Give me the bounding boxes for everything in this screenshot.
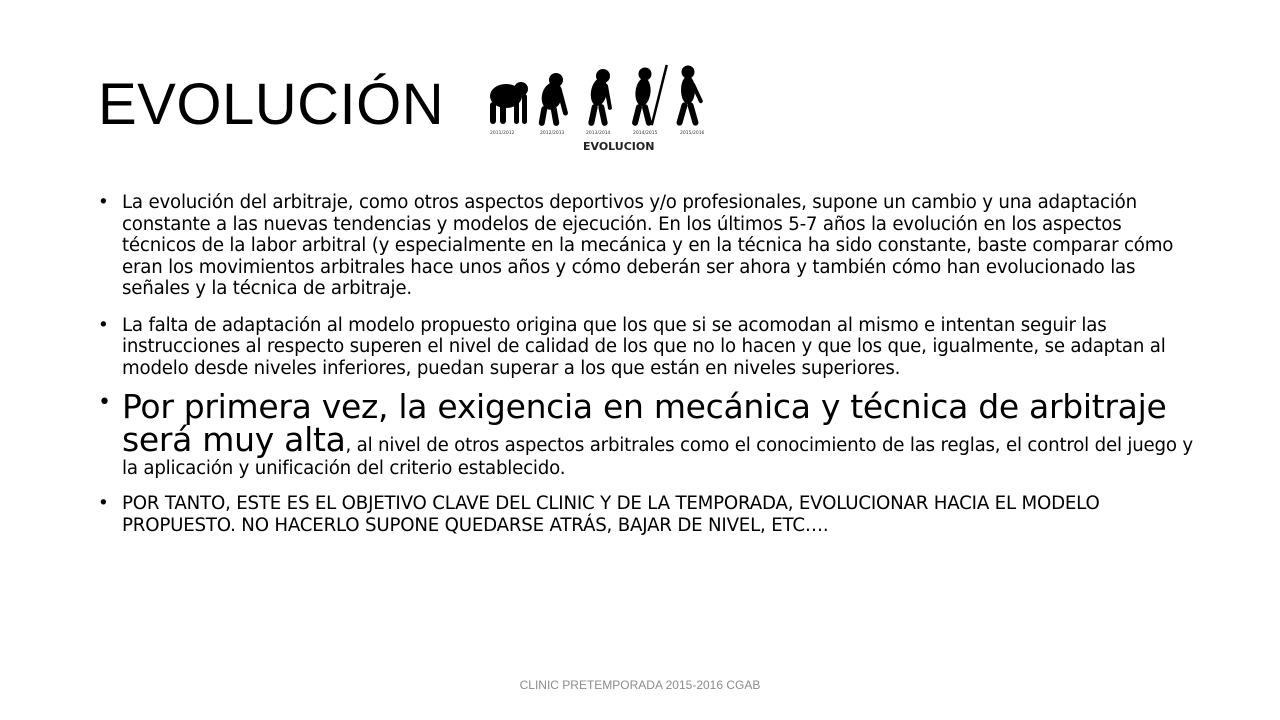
figure-3-silhouette xyxy=(588,69,612,126)
year-label-1: 2011/2012 xyxy=(490,131,515,136)
figure-2-silhouette xyxy=(538,73,568,126)
bullet-text: La evolución del arbitraje, como otros aspectos deportivos y/o profesionales, supone un cambio y una adaptación constante a las nuevas tendencias y modelos de ejecución. En los últimos 5-7 años la evolución en los aspectos técnicos de la labor arbitral (y especialmente en la mecánica y en la técnica ha sido constante, baste comparar cómo eran los movimientos arbitrales hace unos años y cómo deberán ser ahora y también cómo han evolucionado las señales y la técnica de arbitraje. xyxy=(122,192,1174,299)
bullet-item xyxy=(98,315,1198,380)
evolution-image xyxy=(478,62,730,158)
bullet-list xyxy=(98,192,1198,536)
year-label-3: 2013/2014 xyxy=(586,131,611,136)
bullet-icon: • xyxy=(98,314,109,336)
bullet-text: POR TANTO, ESTE ES EL OBJETIVO CLAVE DEL CLINIC Y DE LA TEMPORADA, EVOLUCIONAR HACIA EL MODELO PROPUESTO. NO HACERLO SUPONE QUEDARSE ATRÁS, BAJAR DE NIVEL, ETC…. xyxy=(122,493,1100,536)
figure-5-silhouette xyxy=(676,66,704,127)
figure-1-silhouette xyxy=(490,82,528,124)
emphasis-text: Por primera vez, la exigencia en mecánica y técnica de arbitraje será muy alta xyxy=(122,387,1167,459)
slide-title: EVOLUCIÓN xyxy=(98,72,445,137)
bullet-item xyxy=(98,493,1198,536)
year-label-5: 2015/2016 xyxy=(680,131,705,136)
bullet-icon: • xyxy=(98,390,111,415)
bullet-item-emphasis xyxy=(98,387,1198,480)
year-label-4: 2014/2015 xyxy=(633,131,658,136)
year-label-2: 2012/2013 xyxy=(540,131,565,136)
evolution-silhouettes xyxy=(478,62,730,158)
slide-body xyxy=(98,192,1198,536)
graphic-caption: EVOLUCION xyxy=(583,140,655,153)
bullet-text: , al nivel de otros aspectos arbitrales como el conocimiento de las reglas, el control del juego y la aplicación y unificación del criterio establecido. xyxy=(122,435,1193,479)
bullet-text: La falta de adaptación al modelo propuesto origina que los que si se acomodan al mismo e intentan seguir las instrucciones al respecto superen el nivel de calidad de los que no lo hacen y que los que, igualmente, se adaptan al modelo desde niveles inferiores, puedan superar a los que están en niveles superiores. xyxy=(122,314,1166,379)
figure-4-silhouette xyxy=(631,65,668,127)
bullet-icon: • xyxy=(98,493,109,514)
slide-footer: CLINIC PRETEMPORADA 2015-2016 CGAB xyxy=(519,678,761,692)
bullet-item xyxy=(98,192,1198,300)
bullet-icon: • xyxy=(98,192,109,213)
